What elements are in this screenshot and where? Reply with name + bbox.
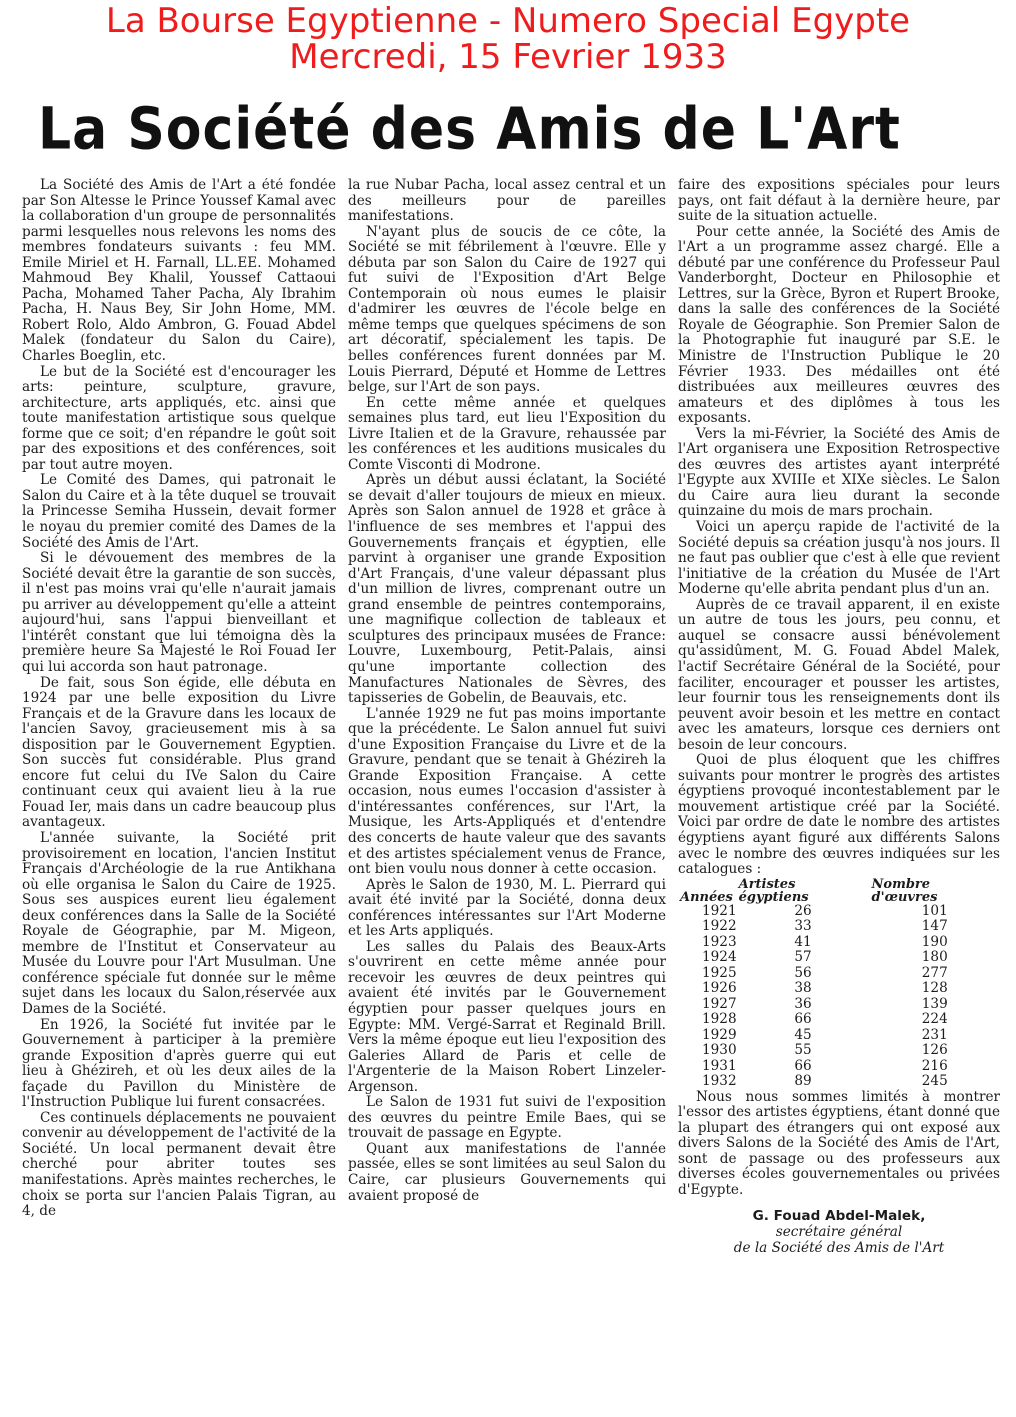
paragraph: faire des expositions spéciales pour leurs pays, ont fait défaut à la dernière heure, par suite de la situation actuelle.: [678, 178, 1000, 225]
table-cell: 101: [921, 902, 948, 919]
paragraph: Quoi de plus éloquent que les chiffres suivants pour montrer le progrès des artistes égyptiens provoqué incontestablement par le mouvement artistique créé par la Société. Voici par ordre de date le nombre des artistes égyptiens ayant figuré aux différents Salons avec le nombre des œuvres indiquées sur les catalogues :: [678, 752, 1000, 878]
table-cell: 128: [921, 980, 948, 997]
paragraph: Ces continuels déplacements ne pouvaient convenir au développement de l'activité de la Société. Un local permanent devait être cherché pour abriter toutes ses manifestations. Après maintes recherches, le choix se porta sur l'ancien Palais Tigran, au 4, de: [22, 1109, 336, 1220]
table-cell: 231: [921, 1026, 948, 1043]
signature-organization: de la Société des Amis de l'Art: [733, 1240, 945, 1257]
paragraph: Auprès de ce travail apparent, il en existe un autre de tous les jours, peu connu, et auquel se consacre aussi bénévolement qu'assidûment, M. G. Fouad Abdel Malek, l'actif Secrétaire Général de la Société, pour faciliter, encourager et pousser les artistes, leur fournir tous les renseignements dont ils peuvent avoir besoin et les mettre en contact avec les amateurs, lorsque ces derniers ont besoin de leur concours.: [678, 596, 1000, 753]
table-cell: 224: [921, 1011, 948, 1028]
table-row: [678, 966, 1000, 982]
table-cell: 33: [794, 918, 812, 935]
table-cell: 1922: [702, 918, 737, 935]
table-cell: 1929: [702, 1026, 737, 1043]
table-row: [678, 997, 1000, 1013]
paragraph: Vers la mi-Février, la Société des Amis de l'Art organisera une Exposition Retrospective des œuvres des artistes ayant interprété l'Egypte aux XVIIIe et XIXe siècles. Le Salon du Caire aura lieu durant la seconde quinzaine du mois de mars prochain.: [678, 425, 1000, 520]
table-cell: 89: [794, 1073, 812, 1090]
statistics-table: [678, 878, 1000, 1090]
table-row: [678, 1043, 1000, 1059]
signature-role: secrétaire général: [775, 1224, 903, 1241]
table-cell: 180: [921, 949, 948, 966]
table-row: [678, 1012, 1000, 1028]
table-cell: 1921: [702, 902, 737, 919]
paragraph: En 1926, la Société fut invitée par le Gouvernement à participer à la première grande Exposition d'après guerre qui eut lieu à Ghézireh, et où les deux ailes de la façade du Pavillon du Ministère de l'Instruction Publique lui furent consacrées.: [22, 1016, 336, 1111]
column-header-artists: Artistes égyptiens: [738, 876, 809, 905]
table-cell: 57: [794, 949, 812, 966]
paragraph: Les salles du Palais des Beaux-Arts s'ouvrirent en cette même année pour recevoir les œuvres de deux peintres qui avaient été invités par le Gouvernement égyptien pour passer quelques jours en Egypte: MM. Vergé-Sarrat et Reginald Brill. Vers la même époque eut lieu l'exposition des Galeries Allard de Paris et celle de l'Argenterie de la Maison Robert Linzeler-Argenson.: [348, 938, 666, 1095]
table-cell: 1924: [702, 949, 737, 966]
article-column-3: [678, 178, 1000, 1410]
article-column-2: [348, 178, 666, 1410]
closing-paragraph: Nous nous sommes limités à montrer l'essor des artistes égyptiens, étant donné que la plupart des étrangers qui ont exposé aux divers Salons de la Société des Amis de l'Art, sont de passage ou des professeurs aux diverses écoles gouvernementales ou privées d'Egypte.: [678, 1088, 1000, 1198]
header-line-2: Mercredi, 15 Fevrier 1933: [289, 37, 727, 77]
table-cell: 1925: [702, 964, 737, 981]
table-cell: 26: [794, 902, 812, 919]
table-cell: 139: [921, 995, 948, 1012]
paragraph: L'année 1929 ne fut pas moins importante que la précédente. Le Salon annuel fut suivi d'une Exposition Française du Livre et de la Gravure, pendant que se tenait à Ghézireh la Grande Exposition Française. A cette occasion, nous eumes l'occasion d'assister à d'intéressantes conférences, sur l'Art, la Musique, les Arts-Appliqués et d'entendre des concerts de haute valeur que des savants et des artistes spécialement venus de France, ont bien voulu nous donner à cette occasion.: [348, 705, 666, 878]
table-cell: 147: [921, 918, 948, 935]
paragraph: Après un début aussi éclatant, la Société se devait d'aller toujours de mieux en mieux. Après son Salon annuel de 1928 et grâce à l'influence de ses membres et l'appui des Gouvernements français et égyptien, elle parvint à organiser une grande Exposition d'Art Français, d'une valeur dépassant plus d'un million de livres, comprenant outre un grand ensemble de peintres contemporains, une magnifique collection de tableaux et sculptures des principaux musées de France: Louvre, Luxembourg, Petit-Palais, ainsi qu'une importante collection des Manufactures Nationales de Sèvres, des tapisseries de Gobelin, de Beauvais, etc.: [348, 472, 666, 707]
paragraph: Le Comité des Dames, qui patronait le Salon du Caire et à la tête duquel se trouvait la Princesse Semiha Hussein, devait former le noyau du premier comité des Dames de la Société des Amis de l'Art.: [22, 472, 336, 551]
table-cell: 38: [794, 980, 812, 997]
table-row: [678, 950, 1000, 966]
paragraph: la rue Nubar Pacha, local assez central et un des meilleurs pour de pareilles manifestations.: [348, 178, 666, 225]
table-cell: 36: [794, 995, 812, 1012]
signature-block: [678, 1208, 1000, 1256]
table-cell: 41: [794, 933, 812, 950]
paragraph: Si le dévouement des membres de la Société devait être la garantie de son succès, il n'est pas moins vrai qu'elle n'aurait jamais pu arriver au développement qu'elle a atteint aujourd'hui, sans l'appui bienveillant et l'intérêt constant que lui témoigna dès la première heure Sa Majesté le Roi Fouad Ier qui lui accorda son haut patronage.: [22, 550, 336, 675]
paragraph: N'ayant plus de soucis de ce côte, la Société se mit fébrilement à l'œuvre. Elle y débuta par son Salon du Caire de 1927 qui fut suivi de l'Exposition d'Art Belge Contemporain où nous eumes le plaisir d'admirer les œuvres de l'école belge en même temps que quelques spécimens de son art décoratif, spécialement les tapis. De belles conférences furent données par M. Louis Pierrard, Député et Homme de Lettres belge, sur l'Art de son pays.: [348, 223, 666, 396]
table-row: [678, 1059, 1000, 1075]
newspaper-header: [0, 0, 1016, 75]
table-cell: 55: [794, 1042, 812, 1059]
table-cell: 66: [794, 1011, 812, 1028]
table-cell: 1923: [702, 933, 737, 950]
paragraph: Quant aux manifestations de l'année passée, elles se sont limitées au seul Salon du Caire, car plusieurs Gouvernements qui avaient proposé de: [348, 1140, 666, 1204]
table-cell: 56: [794, 964, 812, 981]
table-cell: 1926: [702, 980, 737, 997]
column-header-years: Années: [680, 889, 733, 905]
paragraph: De fait, sous Son égide, elle débuta en 1924 par une belle exposition du Livre Français et de la Gravure dans les locaux de l'ancien Savoy, gracieusement mis à sa disposition par le Gouvernement Egyptien. Son succès fut considérable. Plus grand encore fut celui du IVe Salon du Caire continuant ceux qui avaient lieu à la rue Fouad Ier, mais dans un cadre beaucoup plus avantageux.: [22, 674, 336, 831]
table-body: [678, 904, 1000, 1090]
table-cell: 1931: [702, 1057, 737, 1074]
table-cell: 126: [921, 1042, 948, 1059]
paragraph: Le but de la Société est d'encourager les arts: peinture, sculpture, gravure, architecture, arts appliqués, etc. ainsi que toute manifestation artistique sous quelque forme que ce soit; d'en répandre le goût soit par des expositions et des conférences, soit par tout autre moyen.: [22, 363, 336, 473]
table-cell: 1927: [702, 995, 737, 1012]
table-header-row: [678, 878, 1000, 904]
table-row: [678, 1028, 1000, 1044]
paragraph: Le Salon de 1931 fut suivi de l'exposition des œuvres du peintre Emile Baes, qui se trouvait de passage en Egypte.: [348, 1094, 666, 1142]
article-title: La Société des Amis de L'Art: [38, 96, 901, 164]
header-line-1: La Bourse Egyptienne - Numero Special Egypte: [105, 1, 911, 41]
paragraph: La Société des Amis de l'Art a été fondée par Son Altesse le Prince Youssef Kamal avec la collaboration d'un groupe de personnalités parmi lesquelles nous relevons les noms des membres fondateurs suivants : feu MM. Emile Miriel et H. Farnall, LL.EE. Mohamed Mahmoud Bey Khalil, Youssef Cattaoui Pacha, Mohamed Taher Pacha, Aly Ibrahim Pacha, H. Naus Bey, Sir John Home, MM. Robert Rolo, Aldo Ambron, G. Fouad Abdel Malek (fondateur du Salon du Caire), Charles Boeglin, etc.: [22, 178, 336, 365]
table-row: [678, 935, 1000, 951]
column-header-works: Nombre d'œuvres: [871, 876, 938, 905]
table-row: [678, 1074, 1000, 1090]
table-cell: 1932: [702, 1073, 737, 1090]
paragraph: Après le Salon de 1930, M. L. Pierrard qui avait été invité par la Société, donna deux conférences intéressantes sur l'Art Moderne et les Arts appliqués.: [348, 876, 666, 940]
paragraph: L'année suivante, la Société prit provisoirement en location, l'ancien Institut Français d'Archéologie de la rue Antikhana où elle organisa le Salon du Caire de 1925. Sous ses auspices eurent lieu également deux conférences dans la Salle de la Société Royale de Géographie, par M. Migeon, membre de l'Institut et Conservateur au Musée du Louvre pour l'Art Musulman. Une conférence spéciale fut donnée sur le même sujet dans les locaux du Salon,réservée aux Dames de la Société.: [22, 829, 336, 1017]
signature-name: G. Fouad Abdel-Malek,: [752, 1208, 926, 1225]
table-row: [678, 981, 1000, 997]
table-row: [678, 904, 1000, 920]
table-row: [678, 919, 1000, 935]
table-cell: 1928: [702, 1011, 737, 1028]
table-cell: 1930: [702, 1042, 737, 1059]
table-cell: 45: [794, 1026, 812, 1043]
table-cell: 190: [921, 933, 948, 950]
table-cell: 277: [921, 964, 948, 981]
paragraph: Voici un aperçu rapide de l'activité de la Société depuis sa création jusqu'à nos jours. Il ne faut pas oublier que c'est à elle que revient l'initiative de la création du Musée de l'Art Moderne qu'elle abrita pendant plus d'un an.: [678, 519, 1000, 598]
paragraph: En cette même année et quelques semaines plus tard, eut lieu l'Exposition du Livre Italien et de la Gravure, rehaussée par les conférences et les auditions musicales du Comte Visconti di Modrone.: [348, 394, 666, 473]
paragraph: Pour cette année, la Société des Amis de l'Art a un programme assez chargé. Elle a débuté par une conférence du Professeur Paul Vanderborght, Docteur en Philosophie et Lettres, sur la Grèce, Byron et Rupert Brooke, dans la salle des conférences de la Société Royale de Géographie. Son Premier Salon de la Photographie fut inauguré par S.E. le Ministre de l'Instruction Publique le 20 Février 1933. Des médailles ont été distribuées aux meilleures œuvres des amateurs et des diplômes à tous les exposants.: [678, 223, 1000, 427]
table-cell: 245: [921, 1073, 948, 1090]
table-cell: 216: [921, 1057, 948, 1074]
table-cell: 66: [794, 1057, 812, 1074]
article-column-1: [22, 178, 336, 1410]
